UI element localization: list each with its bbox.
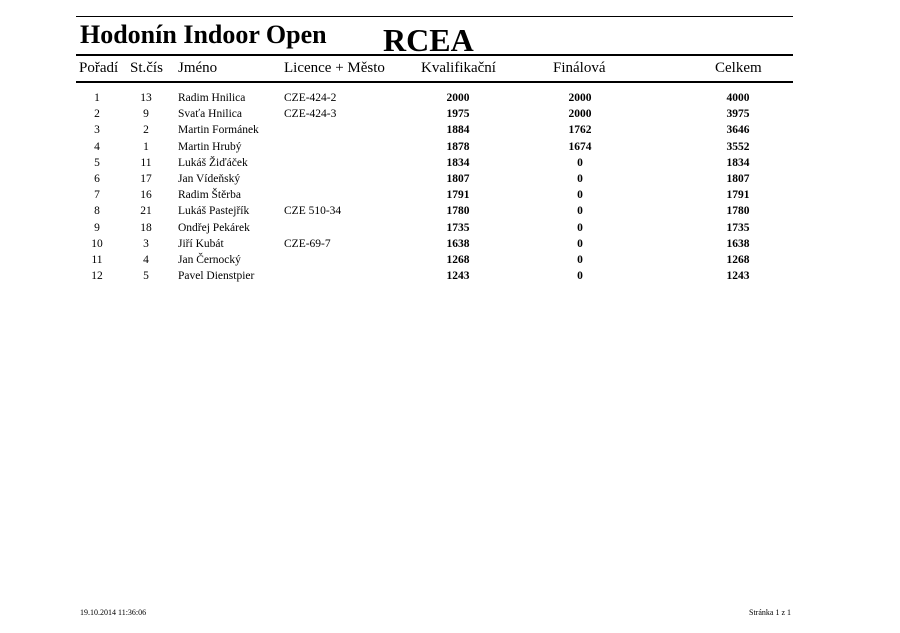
final-score-cell: 0 (577, 172, 583, 185)
qualification-score-cell: 1791 (446, 189, 470, 202)
competitor-name-cell: Martin Formánek (178, 124, 259, 137)
competitor-name-cell: Jan Vídeňský (178, 172, 241, 185)
qualification-score-cell: 1834 (446, 156, 470, 169)
competitor-name-cell: Lukáš Žiďáček (178, 156, 248, 169)
qualification-score-cell: 1975 (446, 108, 470, 121)
final-score-cell: 0 (577, 205, 583, 218)
rank-cell: 4 (94, 140, 100, 153)
top-rule (76, 16, 793, 17)
start-number-cell: 13 (140, 92, 152, 104)
final-score-cell: 0 (577, 253, 583, 266)
total-score-cell: 3552 (726, 140, 750, 153)
start-number-cell: 1 (143, 140, 149, 153)
page-title: Hodonín Indoor Open (80, 20, 327, 49)
table-row (0, 139, 900, 155)
total-score-cell: 1243 (726, 270, 750, 283)
qualification-score-cell: 1638 (446, 237, 470, 250)
col-header-start-no: St.čís (130, 60, 163, 76)
qualification-score-cell: 1268 (446, 253, 470, 266)
table-row (0, 268, 900, 284)
rank-cell: 10 (91, 237, 103, 250)
rank-cell: 9 (94, 221, 100, 234)
table-row (0, 236, 900, 252)
qualification-score-cell: 2000 (446, 92, 470, 104)
final-score-cell: 0 (577, 156, 583, 169)
results-table (0, 90, 900, 284)
start-number-cell: 17 (140, 172, 152, 185)
table-row (0, 252, 900, 268)
rank-cell: 8 (94, 205, 100, 218)
table-row (0, 122, 900, 138)
start-number-cell: 2 (143, 124, 149, 137)
competitor-name-cell: Radim Štěrba (178, 189, 241, 202)
page-number: Stránka 1 z 1 (749, 608, 791, 617)
start-number-cell: 3 (143, 237, 149, 250)
final-score-cell: 0 (577, 237, 583, 250)
club-name: RCEA (383, 22, 474, 58)
table-row (0, 187, 900, 203)
rank-cell: 11 (91, 253, 103, 266)
license-cell: CZE-424-2 (284, 92, 337, 104)
start-number-cell: 4 (143, 253, 149, 266)
final-score-cell: 0 (577, 189, 583, 202)
license-cell: CZE 510-34 (284, 205, 342, 218)
final-score-cell: 1674 (568, 140, 592, 153)
competitor-name-cell: Jiří Kubát (178, 237, 224, 250)
col-header-name: Jméno (178, 60, 218, 76)
license-cell: CZE-424-3 (284, 108, 337, 121)
final-score-cell: 2000 (568, 108, 592, 121)
total-score-cell: 1834 (726, 156, 750, 169)
rank-cell: 6 (94, 172, 100, 185)
rank-cell: 5 (94, 156, 100, 169)
total-score-cell: 1638 (726, 237, 750, 250)
competitor-name-cell: Martin Hrubý (178, 140, 242, 153)
final-score-cell: 0 (577, 221, 583, 234)
col-header-license: Licence + Město (284, 60, 385, 76)
qualification-score-cell: 1243 (446, 270, 470, 283)
print-timestamp: 19.10.2014 11:36:06 (80, 608, 147, 617)
table-row (0, 171, 900, 187)
competitor-name-cell: Pavel Dienstpier (178, 270, 255, 283)
competitor-name-cell: Lukáš Pastejřík (178, 205, 250, 218)
start-number-cell: 5 (143, 270, 149, 283)
competitor-name-cell: Radim Hnilica (178, 92, 246, 104)
rank-cell: 12 (91, 270, 103, 283)
license-cell: CZE-69-7 (284, 237, 331, 250)
start-number-cell: 21 (140, 205, 152, 218)
final-score-cell: 2000 (568, 92, 592, 104)
competitor-name-cell: Svaťa Hnilica (178, 108, 242, 121)
table-row (0, 220, 900, 236)
col-header-final: Finálová (553, 60, 606, 76)
total-score-cell: 3975 (726, 108, 750, 121)
competitor-name-cell: Jan Černocký (178, 253, 241, 266)
table-row (0, 90, 900, 106)
total-score-cell: 1780 (726, 205, 750, 218)
header-rule-bottom (76, 81, 793, 83)
final-score-cell: 1762 (568, 124, 592, 137)
total-score-cell: 3646 (726, 124, 750, 137)
total-score-cell: 1268 (726, 253, 750, 266)
competitor-name-cell: Ondřej Pekárek (178, 221, 250, 234)
rank-cell: 2 (94, 108, 100, 121)
rank-cell: 1 (94, 92, 100, 104)
qualification-score-cell: 1735 (446, 221, 470, 234)
table-row (0, 203, 900, 219)
qualification-score-cell: 1807 (446, 172, 470, 185)
final-score-cell: 0 (577, 270, 583, 283)
header-rule-top (76, 54, 793, 56)
rank-cell: 3 (94, 124, 100, 137)
total-score-cell: 1791 (726, 189, 750, 202)
table-row (0, 106, 900, 122)
start-number-cell: 18 (140, 221, 152, 234)
col-header-total: Celkem (715, 60, 762, 76)
table-row (0, 155, 900, 171)
qualification-score-cell: 1780 (446, 205, 470, 218)
rank-cell: 7 (94, 189, 100, 202)
total-score-cell: 1735 (726, 221, 750, 234)
col-header-qualification: Kvalifikační (421, 60, 496, 76)
qualification-score-cell: 1884 (446, 124, 470, 137)
qualification-score-cell: 1878 (446, 140, 470, 153)
total-score-cell: 1807 (726, 172, 750, 185)
start-number-cell: 9 (143, 108, 149, 121)
start-number-cell: 11 (140, 156, 152, 169)
start-number-cell: 16 (140, 189, 152, 202)
total-score-cell: 4000 (726, 92, 750, 104)
col-header-rank: Pořadí (79, 60, 119, 76)
